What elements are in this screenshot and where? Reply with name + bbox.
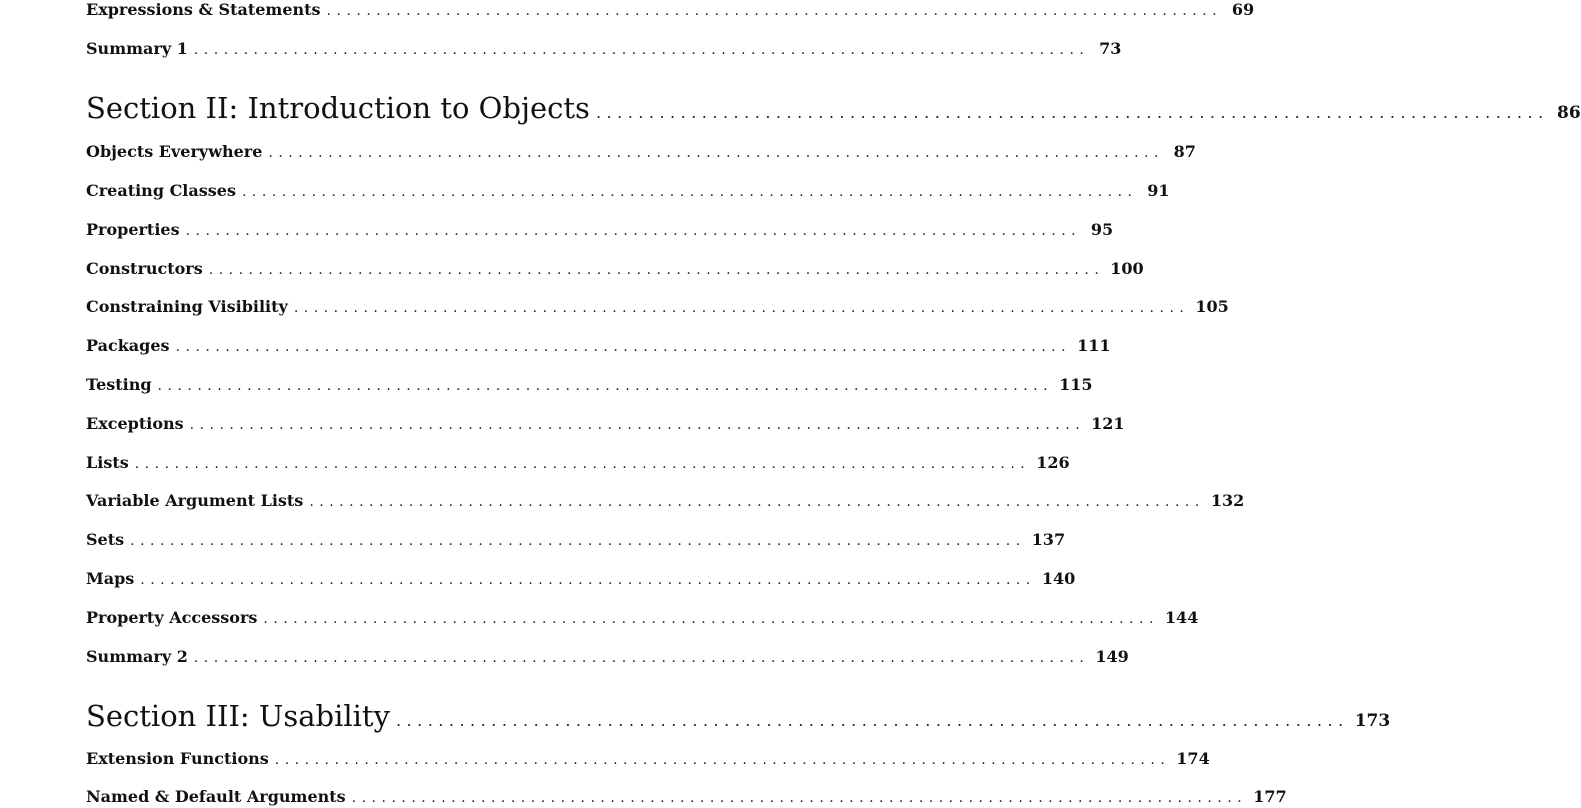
section-page: 86 bbox=[1557, 103, 1581, 123]
toc-entry-constructors[interactable] bbox=[86, 259, 1144, 279]
toc-entry-title: Sets bbox=[86, 530, 125, 549]
toc-entry-property-accessors[interactable] bbox=[86, 608, 1199, 628]
dot-leader: .......................................................................................... bbox=[395, 711, 1349, 730]
dot-leader: .......................................................................................... bbox=[595, 103, 1549, 122]
toc-entry-page: 174 bbox=[1176, 749, 1210, 768]
toc-entry-page: 121 bbox=[1091, 414, 1125, 433]
dot-leader: .......................................................................................... bbox=[274, 752, 1171, 768]
dot-leader: .......................................................................................... bbox=[175, 339, 1072, 355]
toc-entry-page: 137 bbox=[1031, 530, 1066, 549]
toc-entry-page: 95 bbox=[1090, 220, 1114, 239]
section-title: Section II: Introduction to Objects bbox=[86, 91, 590, 125]
dot-leader: .......................................................................................... bbox=[208, 262, 1105, 278]
toc-entry-page: 91 bbox=[1147, 181, 1170, 200]
toc-entry-page: 177 bbox=[1253, 787, 1287, 806]
toc-entry-testing[interactable] bbox=[86, 375, 1093, 395]
toc-entry-summary-2[interactable] bbox=[86, 647, 1129, 667]
toc-entry-title: Property Accessors bbox=[86, 608, 258, 627]
toc-entry-title: Properties bbox=[86, 220, 180, 239]
dot-leader: .......................................................................................... bbox=[241, 184, 1138, 200]
toc-entry-title: Expressions & Statements bbox=[86, 0, 321, 19]
section-page: 173 bbox=[1354, 711, 1391, 731]
toc-entry-title: Lists bbox=[86, 453, 129, 472]
toc-entry-sets[interactable] bbox=[86, 530, 1066, 550]
dot-leader: .......................................................................................... bbox=[157, 378, 1054, 394]
toc-entry-title: Constructors bbox=[86, 259, 203, 278]
toc-entry-page: 87 bbox=[1173, 142, 1196, 161]
dot-leader: .......................................................................................... bbox=[351, 790, 1248, 806]
toc-entry-page: 149 bbox=[1095, 647, 1129, 666]
toc-entry-named-default-arguments[interactable] bbox=[86, 787, 1287, 807]
section-title: Section III: Usability bbox=[86, 699, 390, 733]
dot-leader: .......................................................................................... bbox=[263, 611, 1159, 627]
toc-entry-title: Maps bbox=[86, 569, 135, 588]
toc-entry-lists[interactable] bbox=[86, 453, 1070, 473]
dot-leader: .......................................................................................... bbox=[293, 300, 1190, 316]
dot-leader: .......................................................................................... bbox=[268, 145, 1164, 161]
toc-entry-objects-everywhere[interactable] bbox=[86, 142, 1196, 162]
toc-entry-properties[interactable] bbox=[86, 220, 1114, 240]
dot-leader: .......................................................................................... bbox=[130, 533, 1026, 549]
toc-entry-page: 126 bbox=[1036, 453, 1070, 472]
toc-entry-title: Extension Functions bbox=[86, 749, 269, 768]
dot-leader: .......................................................................................... bbox=[326, 3, 1223, 19]
dot-leader: .......................................................................................... bbox=[185, 223, 1082, 239]
toc-entry-title: Objects Everywhere bbox=[86, 142, 263, 161]
toc-entry-constraining-visibility[interactable] bbox=[86, 297, 1229, 317]
toc-entry-extension-functions[interactable] bbox=[86, 749, 1210, 769]
toc-entry-page: 105 bbox=[1195, 297, 1229, 316]
toc-entry-title: Summary 2 bbox=[86, 647, 188, 666]
toc-entry-page: 73 bbox=[1099, 39, 1122, 58]
toc-entry-page: 111 bbox=[1077, 336, 1111, 355]
toc-entry-title: Testing bbox=[86, 375, 152, 394]
toc-entry-variable-argument-lists[interactable] bbox=[86, 491, 1245, 511]
dot-leader: .......................................................................................... bbox=[140, 572, 1036, 588]
toc-entry-title: Named & Default Arguments bbox=[86, 787, 346, 806]
toc-entry-creating-classes[interactable] bbox=[86, 181, 1170, 201]
toc-section-heading-3[interactable] bbox=[86, 698, 1391, 734]
toc-entry-title: Packages bbox=[86, 336, 170, 355]
toc-entry-page: 144 bbox=[1164, 608, 1199, 627]
dot-leader: .......................................................................................... bbox=[134, 456, 1031, 472]
toc-entry-title: Variable Argument Lists bbox=[86, 491, 304, 510]
toc-entry-packages[interactable] bbox=[86, 336, 1111, 356]
toc-entry-page: 69 bbox=[1231, 0, 1255, 19]
toc-entry-title: Constraining Visibility bbox=[86, 297, 288, 316]
dot-leader: .......................................................................................... bbox=[193, 42, 1090, 58]
toc-entry-title: Exceptions bbox=[86, 414, 184, 433]
toc-section-heading-2[interactable] bbox=[86, 90, 1581, 126]
toc-entry-page: 115 bbox=[1059, 375, 1093, 394]
toc-entry-exceptions[interactable] bbox=[86, 414, 1125, 434]
dot-leader: .......................................................................................... bbox=[309, 494, 1205, 510]
toc-entry-title: Creating Classes bbox=[86, 181, 236, 200]
toc-entry-page: 140 bbox=[1041, 569, 1076, 588]
toc-entry-title: Summary 1 bbox=[86, 39, 188, 58]
toc-entry-page: 132 bbox=[1210, 491, 1245, 510]
dot-leader: .......................................................................................... bbox=[189, 417, 1086, 433]
toc-entry-maps[interactable] bbox=[86, 569, 1076, 589]
toc-entry-expressions-statements[interactable] bbox=[86, 0, 1255, 20]
toc-entry-summary-1[interactable] bbox=[86, 39, 1122, 59]
dot-leader: .......................................................................................... bbox=[193, 650, 1090, 666]
toc-entry-page: 100 bbox=[1110, 259, 1144, 278]
